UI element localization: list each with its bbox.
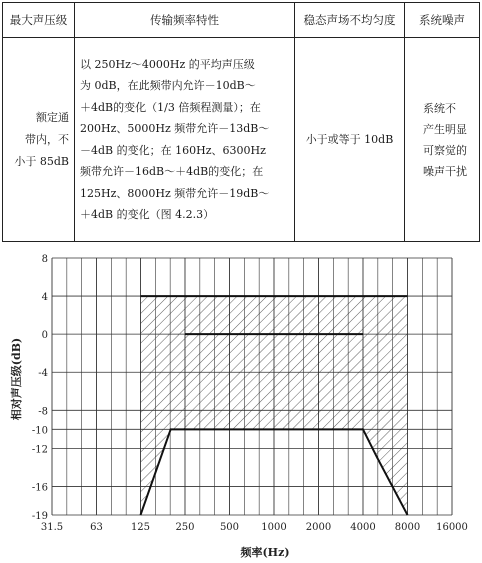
y-tick-label: -8 — [38, 406, 48, 418]
x-tick-label: 4000 — [350, 522, 376, 533]
spec-table — [2, 2, 480, 242]
x-tick-label: 31.5 — [40, 522, 64, 533]
x-axis-label: 频率(Hz) — [240, 546, 290, 559]
noise-line: 可察觉的 — [423, 143, 467, 157]
x-tick-label: 8000 — [394, 522, 421, 533]
x-tick-label: 250 — [175, 522, 195, 533]
cell-noise — [405, 38, 480, 242]
freq-char-line: 以 250Hz～4000Hz 的平均声压级 — [80, 57, 255, 71]
y-tick-label: -19 — [31, 511, 48, 522]
y-tick-label: 8 — [41, 254, 48, 265]
table-row — [3, 38, 480, 242]
y-tick-label: 4 — [41, 292, 48, 304]
noise-line: 产生明显 — [423, 122, 467, 136]
cell-max-spl — [3, 38, 75, 242]
x-tick-label: 1000 — [261, 522, 287, 533]
cell-freq-char — [75, 38, 295, 242]
y-axis-label: 相对声压级(dB) — [10, 337, 23, 421]
x-tick-label: 500 — [219, 522, 240, 533]
x-tick-label: 2000 — [305, 522, 332, 533]
y-tick-label: 0 — [41, 330, 48, 342]
x-tick-labels — [41, 522, 468, 533]
cell-uniformity: 小于或等于 10dB — [295, 38, 405, 242]
freq-char-line: －4dB 的变化；在 160Hz、6300Hz — [80, 143, 266, 157]
freq-char-line: 125Hz、8000Hz 频带允许－19dB～ — [80, 186, 270, 200]
header-freq-char: 传输频率特性 — [75, 3, 295, 38]
max-spl-line: 小于 85dB — [14, 154, 69, 168]
frequency-response-chart — [0, 236, 482, 563]
y-tick-label: -16 — [31, 482, 48, 494]
freq-char-line: 为 0dB，在此频带内允许－10dB～ — [80, 79, 256, 92]
header-noise: 系统噪声 — [405, 3, 480, 38]
x-tick-label: 63 — [90, 522, 103, 533]
table-header-row — [3, 3, 480, 38]
noise-line: 系统不 — [423, 101, 456, 115]
freq-char-line: 200Hz、5000Hz 频带允许－13dB～ — [80, 122, 270, 135]
x-tick-label: 16000 — [436, 522, 468, 533]
y-tick-label: -10 — [31, 425, 48, 437]
y-tick-label: -4 — [38, 368, 48, 380]
freq-char-line: ＋4dB的变化（1/3 倍频程测量）；在 — [80, 100, 261, 114]
max-spl-line: 带内，不 — [25, 132, 69, 146]
x-tick-label: 125 — [130, 522, 151, 533]
noise-line: 噪声干扰 — [423, 164, 467, 178]
header-max-spl: 最大声压级 — [3, 3, 75, 38]
header-uniformity: 稳态声场不均匀度 — [295, 3, 405, 38]
y-tick-labels — [32, 254, 48, 522]
max-spl-line: 额定通 — [36, 110, 69, 124]
y-tick-label: -12 — [31, 444, 48, 456]
freq-char-line: 频带允许－16dB～＋4dB的变化；在 — [80, 165, 264, 178]
freq-char-line: ＋4dB 的变化（图 4.2.3） — [80, 208, 215, 221]
